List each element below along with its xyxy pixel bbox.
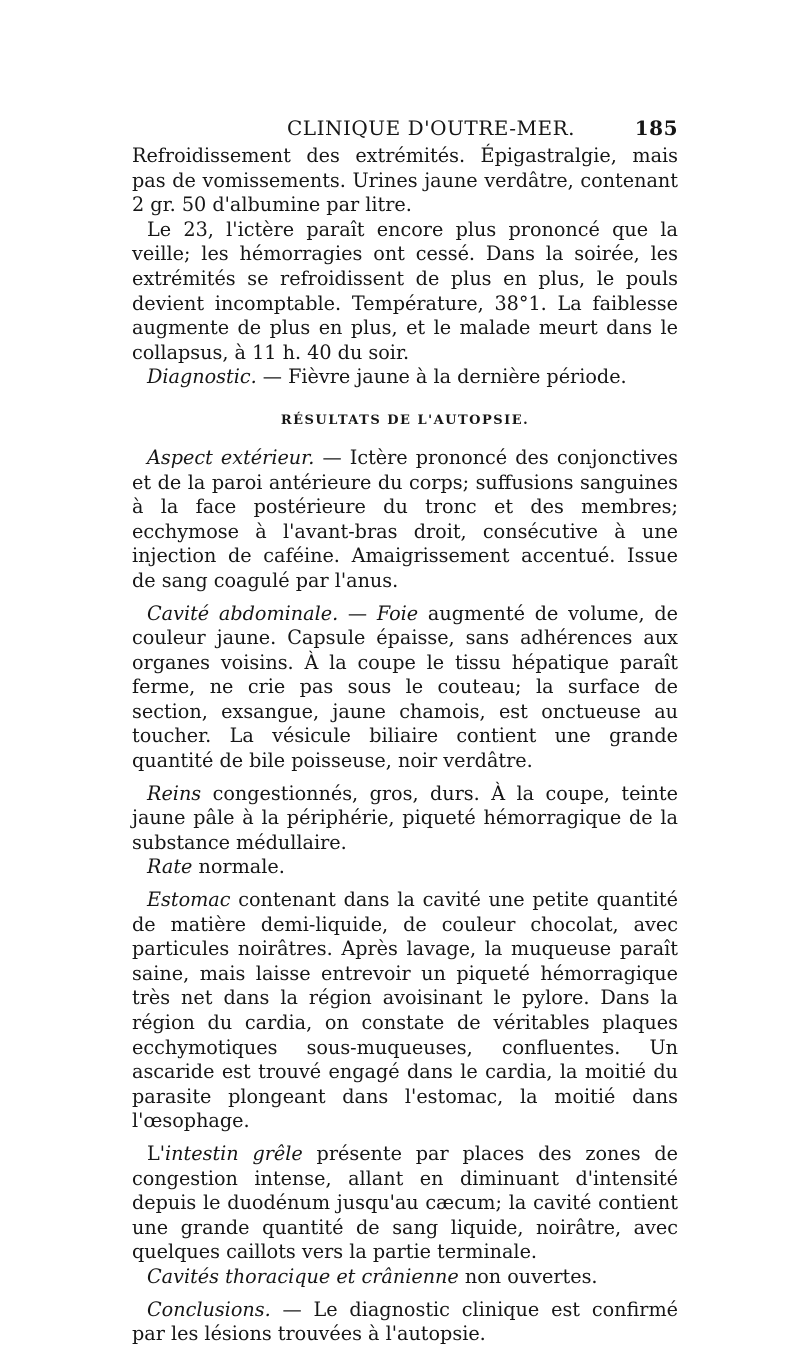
- abdominal-cavity-label: Cavité abdominale.: [147, 601, 339, 625]
- paragraph-abdominal-cavity: [132, 602, 678, 774]
- paragraph-text: contenant dans la cavité une petite quantité de matière demi-liquide, de couleur chocolat, avec particules noirâtres. Après lavage, la muqueuse paraît saine, mais laisse entrevoir un piqueté hémorragique très net dans la région avoisinant le pylore. Dans la région du cardia, on constate de véritables plaques ecchymotiques sous-muqueuses, confluentes. Un ascaride est trouvé engagé dans le cardia, la moitié du parasite plongeant dans l'estomac, la moitié dans l'œsophage.: [132, 888, 678, 1133]
- running-header: [132, 116, 678, 144]
- paragraph-text: augmenté de volume, de couleur jaune. Capsule épaisse, sans adhérences aux organes voisins. À la coupe le tissu hépatique paraît ferme, ne crie pas sous le couteau; la surface de section, exsangue, jaune chamois, est onctueuse au toucher. La vésicule biliaire contient une grande quantité de bile poisseuse, noir verdâtre.: [132, 601, 678, 773]
- cavities-label: Cavités thoracique et crânienne: [147, 1264, 459, 1288]
- section-heading: RÉSULTATS DE L'AUTOPSIE.: [280, 412, 530, 428]
- paragraph-text: Refroidissement des extrémités. Épigastralgie, mais pas de vomissements. Urines jaune verdâtre, contenant 2 gr. 50 d'albumine par litre.: [132, 144, 678, 217]
- paragraph-day-23: [132, 218, 678, 366]
- paragraph-kidneys: [132, 782, 678, 856]
- page-body: [132, 144, 678, 1347]
- small-intestine-label: intestin grêle: [165, 1141, 303, 1165]
- spleen-label: Rate: [147, 855, 193, 879]
- external-aspect-label: Aspect extérieur.: [147, 445, 315, 469]
- page-number: 185: [634, 116, 678, 140]
- paragraph-text: Le 23, l'ictère paraît encore plus prononcé que la veille; les hémorragies ont cessé. Dans la soirée, les extrémités se refroidissent de plus en plus, le pouls devient incomptable. Température, 38°1. La faiblesse augmente de plus en plus, et le malade meurt dans le collapsus, à 11 h. 40 du soir.: [132, 217, 678, 364]
- paragraph-text: normale.: [192, 855, 285, 879]
- paragraph-stomach: [132, 888, 678, 1134]
- conclusions-label: Conclusions.: [147, 1297, 271, 1321]
- paragraph-text: présente par places des zones de congestion intense, allant en diminuant d'intensité depuis le duodénum jusqu'au cæcum; la cavité contient une grande quantité de sang liquide, noirâtre, avec quelques caillots vers la partie terminale.: [132, 1141, 679, 1264]
- paragraph-text: — Ictère prononcé des conjonctives et de la paroi antérieure du corps; suffusions sanguines à la face postérieure du tronc et des membres; ecchymose à l'avant-bras droit, consécutive à une injection de caféine. Amaigrissement accentué. Issue de sang coagulé par l'anus.: [132, 445, 678, 592]
- running-title: CLINIQUE D'OUTRE-MER.: [287, 116, 575, 140]
- paragraph-symptoms: [132, 144, 678, 218]
- paragraph-text: — Le diagnostic clinique est confirmé par les lésions trouvées à l'autopsie.: [132, 1297, 678, 1346]
- kidneys-label: Reins: [147, 781, 202, 805]
- paragraph-cavities: [132, 1265, 678, 1290]
- paragraph-spleen: [132, 855, 678, 880]
- paragraph-conclusions: [132, 1298, 678, 1347]
- diagnosis-label: Diagnostic.: [147, 365, 257, 389]
- paragraph-text: —: [338, 601, 377, 625]
- stomach-label: Estomac: [147, 888, 231, 912]
- paragraph-small-intestine: [132, 1142, 678, 1265]
- paragraph-text: congestionnés, gros, durs. À la coupe, teinte jaune pâle à la périphérie, piqueté hémorragique de la substance médullaire.: [132, 781, 678, 854]
- liver-label: Foie: [376, 601, 419, 625]
- paragraph-diagnosis: [132, 365, 678, 390]
- paragraph-text: — Fièvre jaune à la dernière période.: [256, 365, 627, 389]
- paragraph-external-aspect: [132, 446, 678, 594]
- paragraph-text: L': [147, 1141, 166, 1165]
- paragraph-text: non ouvertes.: [458, 1264, 598, 1288]
